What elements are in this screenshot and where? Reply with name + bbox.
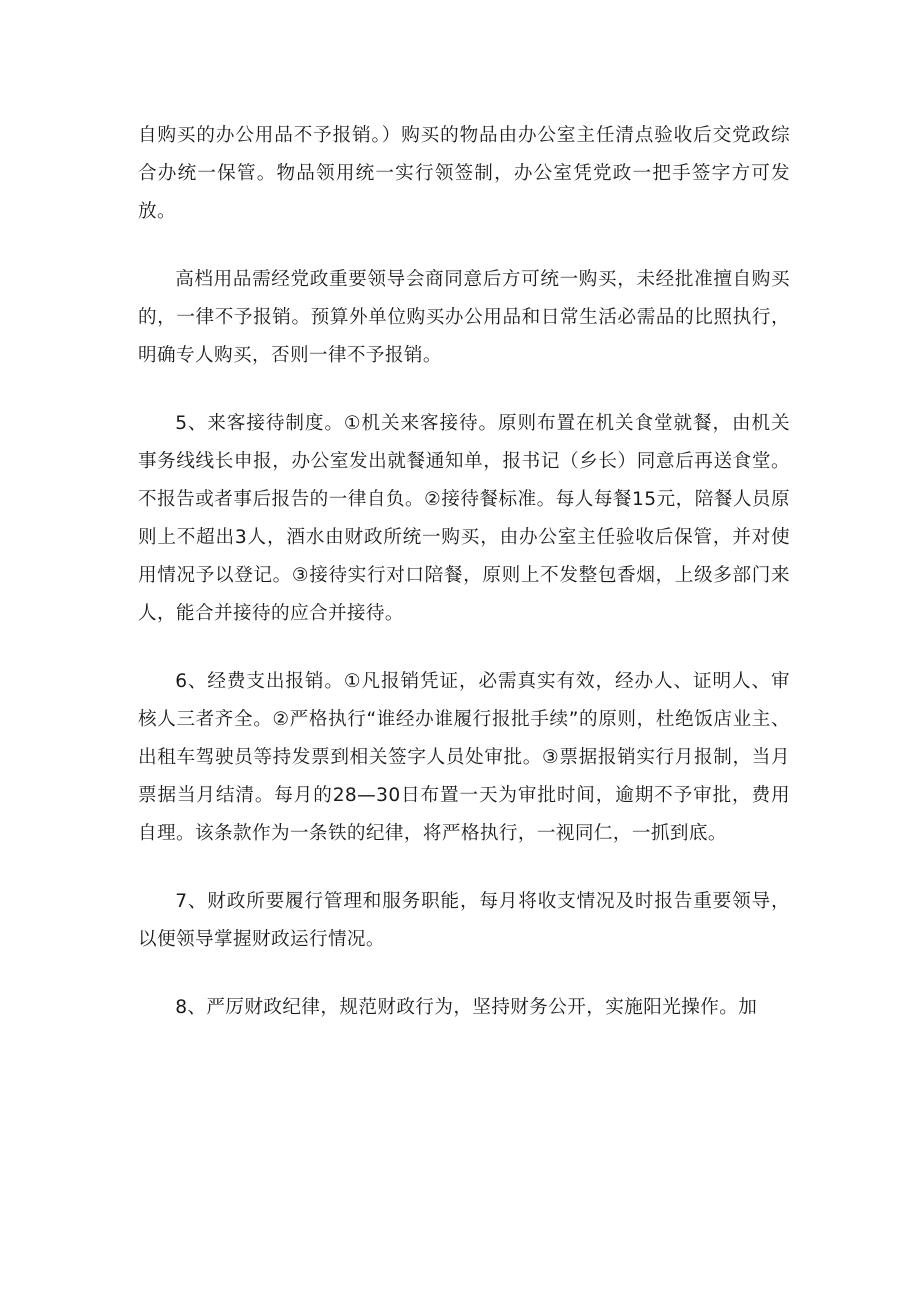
paragraph-continuation: 自购买的办公用品不予报销。）购买的物品由办公室主任清点验收后交党政综合办统一保管。物品领用统一实行领签制，办公室凭党政一把手签字方可发放。 — [138, 125, 790, 222]
paragraph-financial-discipline: 8、严厉财政纪律，规范财政行为，坚持财务公开，实施阳光操作。加 — [175, 997, 758, 1018]
paragraph-expense-reimbursement: 6、经费支出报销。①凡报销凭证，必需真实有效，经办人、证明人、审核人三者齐全。②严格执行“谁经办谁履行报批手续”的原则，杜绝饭店业主、出租车驾驶员等持发票到相关签字人员处审批。③票据报销实行月报制，当月票据当月结清。每月的28—30日布置一天为审批时间，逾期不予审批，费用自理。该条款作为一条铁的纪律，将严格执行，一视同仁，一抓到底。 — [138, 671, 790, 844]
paragraph-finance-office-duties: 7、财政所要履行管理和服务职能，每月将收支情况及时报告重要领导，以便领导掌握财政运行情况。 — [138, 891, 790, 950]
paragraph-high-grade-supplies: 高档用品需经党政重要领导会商同意后方可统一购买，未经批准擅自购买的，一律不予报销。预算外单位购买办公用品和日常生活必需品的比照执行，明确专人购买，否则一律不予报销。 — [138, 269, 790, 366]
paragraph-reception-policy: 5、来客接待制度。①机关来客接待。原则布置在机关食堂就餐，由机关事务线线长申报，办公室发出就餐通知单，报书记（乡长）同意后再送食堂。不报告或者事后报告的一律自负。②接待餐标准。每人每餐15元，陪餐人员原则上不超出3人，酒水由财政所统一购买，由办公室主任验收后保管，并对使用情况予以登记。③接待实行对口陪餐，原则上不发整包香烟，上级多部门来人，能合并接待的应合并接待。 — [138, 413, 790, 624]
document-body — [138, 117, 790, 1057]
